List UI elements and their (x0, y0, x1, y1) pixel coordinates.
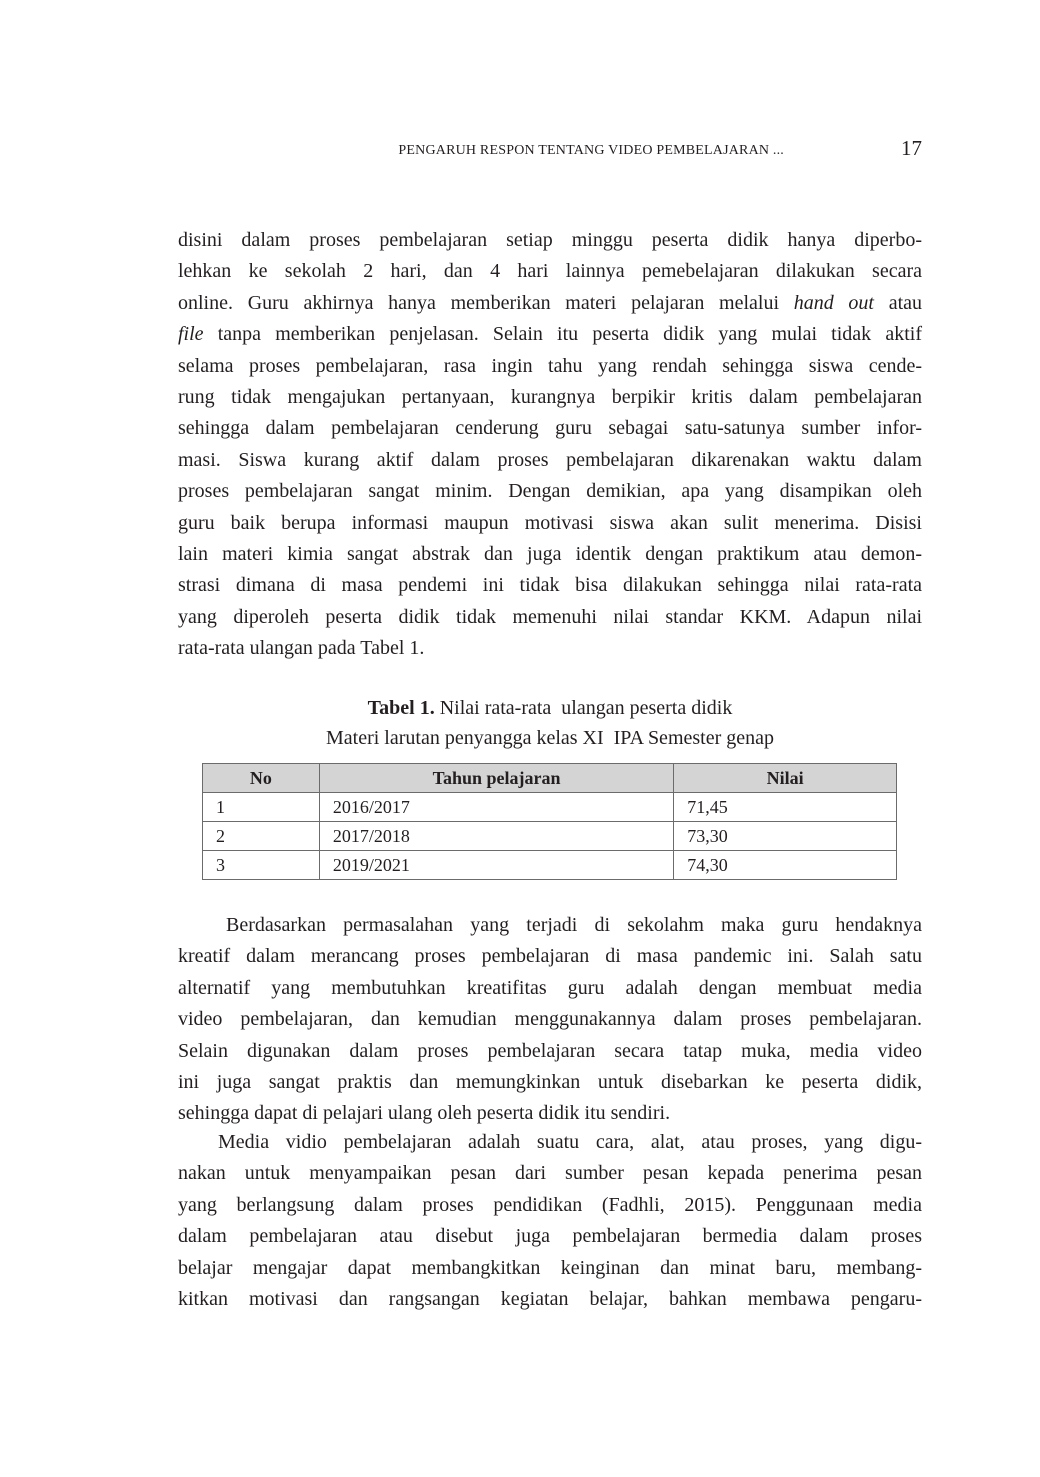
table-cell: 2016/2017 (319, 793, 673, 822)
text-segment: tanpa memberikan penjelasan. Selain itu peserta didik yang mulai tidak aktif (217, 323, 922, 346)
text-line: Media vidio pembelajaran adalah suatu cara, alat, atau proses, yang digu- (218, 1131, 922, 1153)
table-row (203, 822, 897, 851)
running-head (178, 136, 922, 166)
italic-term-file: file (178, 323, 204, 346)
text-line: video pembelajaran, dan kemudian menggunakannya dalam proses pembelajaran. (178, 1008, 922, 1031)
text-line: lehkan ke sekolah 2 hari, dan 4 hari lainnya pemebelajaran dilakukan secara (178, 260, 922, 283)
text-line: rung tidak mengajukan pertanyaan, kurangnya berpikir kritis dalam pembelajaran (178, 385, 922, 408)
text-line: lain materi kimia sangat abstrak dan juga identik dengan praktikum atau demon- (178, 542, 922, 565)
table-cell: 2019/2021 (319, 851, 673, 880)
text-line-file (178, 319, 922, 350)
text-segment: online. Guru akhirnya hanya memberikan materi pelajaran melalui (178, 291, 794, 314)
table-cell: 73,30 (674, 822, 897, 851)
text-line: masi. Siswa kurang aktif dalam proses pembelajaran dikarenakan waktu dalam (178, 448, 922, 471)
column-header-tahun: Tahun pelajaran (319, 764, 673, 793)
table-cell: 71,45 (674, 793, 897, 822)
text-line: kitkan motivasi dan rangsangan kegiatan belajar, bahkan membawa pengaru- (178, 1287, 922, 1310)
text-line: nakan untuk menyampaikan pesan dari sumber pesan kepada penerima pesan (178, 1162, 922, 1185)
caption-text: Nilai rata-rata ulangan peserta didik (434, 697, 733, 719)
body-paragraph-3 (178, 1127, 922, 1315)
text-line: yang diperoleh peserta didik tidak memenuhi nilai standar KKM. Adapun nilai (178, 605, 922, 628)
text-line: proses pembelajaran sangat minim. Dengan demikian, apa yang disampikan oleh (178, 480, 922, 503)
text-segment: atau (874, 291, 923, 314)
data-table (202, 763, 897, 880)
table-cell: 2 (203, 822, 320, 851)
text-line: kreatif dalam merancang proses pembelajaran di masa pandemic ini. Salah satu (178, 945, 922, 968)
body-paragraph-1 (178, 225, 922, 664)
text-line: sehingga dalam pembelajaran cenderung guru sebagai satu-satunya sumber infor- (178, 417, 922, 440)
text-line: sehingga dapat di pelajari ulang oleh peserta didik itu sendiri. (178, 1102, 671, 1125)
text-line: Selain digunakan dalam proses pembelajaran secara tatap muka, media video (178, 1039, 922, 1062)
text-line: guru baik berupa informasi maupun motivasi siswa akan sulit menerima. Disisi (178, 511, 922, 534)
text-line: ini juga sangat praktis dan memungkinkan untuk disebarkan ke peserta didik, (178, 1070, 922, 1093)
text-line: yang berlangsung dalam proses pendidikan (Fadhli, 2015). Penggunaan media (178, 1193, 922, 1216)
text-line-hand-out (178, 288, 922, 319)
text-line: alternatif yang membutuhkan kreatifitas guru adalah dengan membuat media (178, 976, 922, 999)
italic-term-hand-out: hand out (793, 291, 874, 314)
page-number: 17 (901, 136, 922, 160)
column-header-no: No (203, 764, 320, 793)
caption-line-1 (178, 693, 922, 723)
table-row (203, 793, 897, 822)
caption-label: Tabel 1. (367, 697, 435, 719)
table-header-row (203, 764, 897, 793)
column-header-nilai: Nilai (674, 764, 897, 793)
text-line: disini dalam proses pembelajaran setiap minggu peserta didik hanya diperbo- (178, 229, 922, 251)
table-cell: 3 (203, 851, 320, 880)
table-cell: 1 (203, 793, 320, 822)
text-line: Berdasarkan permasalahan yang terjadi di sekolahm maka guru hendaknya (226, 914, 922, 936)
text-line: belajar mengajar dapat membangkitkan keinginan dan minat baru, membang- (178, 1256, 922, 1279)
text-line: selama proses pembelajaran, rasa ingin tahu yang rendah sehingga siswa cende- (178, 354, 922, 377)
text-line: strasi dimana di masa pendemi ini tidak bisa dilakukan sehingga nilai rata-rata (178, 574, 922, 597)
table-cell: 2017/2018 (319, 822, 673, 851)
text-line: dalam pembelajaran atau disebut juga pembelajaran bermedia dalam proses (178, 1225, 922, 1248)
text-line: rata-rata ulangan pada Tabel 1. (178, 637, 425, 660)
body-paragraph-2 (178, 910, 922, 1130)
caption-line-2: Materi larutan penyangga kelas XI IPA Semester genap (325, 727, 775, 749)
table-caption (178, 693, 922, 753)
table-row (203, 851, 897, 880)
table-cell: 74,30 (674, 851, 897, 880)
running-title: PENGARUH RESPON TENTANG VIDEO PEMBELAJARAN ... (398, 143, 784, 158)
